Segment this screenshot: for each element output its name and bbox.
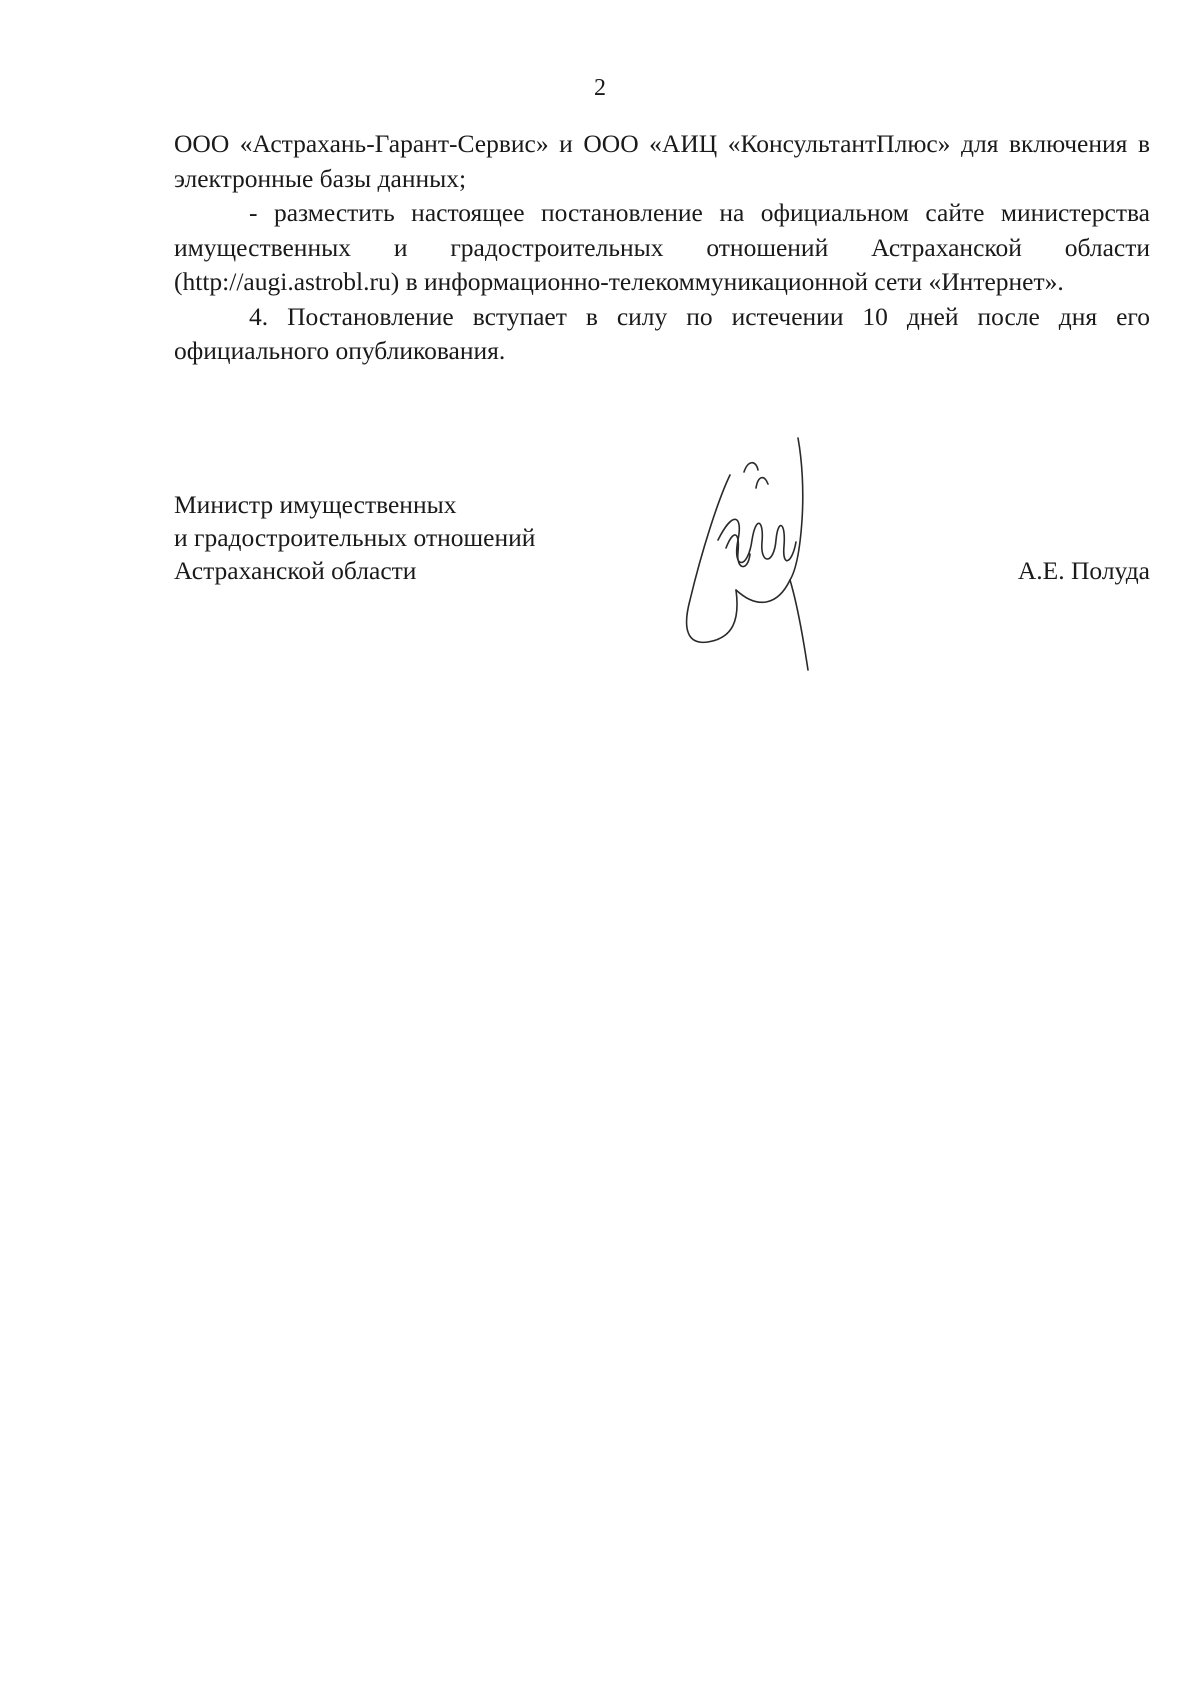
paragraph-continuation: ООО «Астрахань-Гарант-Сервис» и ООО «АИЦ «КонсультантПлюс» для включения в электронные базы данных;	[174, 129, 1150, 193]
signatory-position-line: и градостроительных отношений	[174, 523, 536, 552]
page-number: 2	[594, 75, 606, 101]
paragraph-effective-date: 4. Постановление вступает в силу по истечении 10 дней после дня его официального опубликования.	[174, 301, 1150, 365]
signatory-position-line: Министр имущественных	[174, 490, 457, 519]
paragraph-publish-website: - разместить настоящее постановление на официальном сайте министерства имущественных и градостроительных отношений Астраханской области (http://augi.astrobl.ru) в информационно-телекоммуникационной сети «Интернет».	[174, 198, 1150, 296]
document-body	[174, 127, 1150, 369]
signatory-position	[174, 488, 535, 587]
handwritten-signature	[678, 430, 928, 710]
signatory-position-line: Астраханской области	[174, 556, 417, 585]
signatory-name: А.Е. Полуда	[1017, 556, 1150, 585]
